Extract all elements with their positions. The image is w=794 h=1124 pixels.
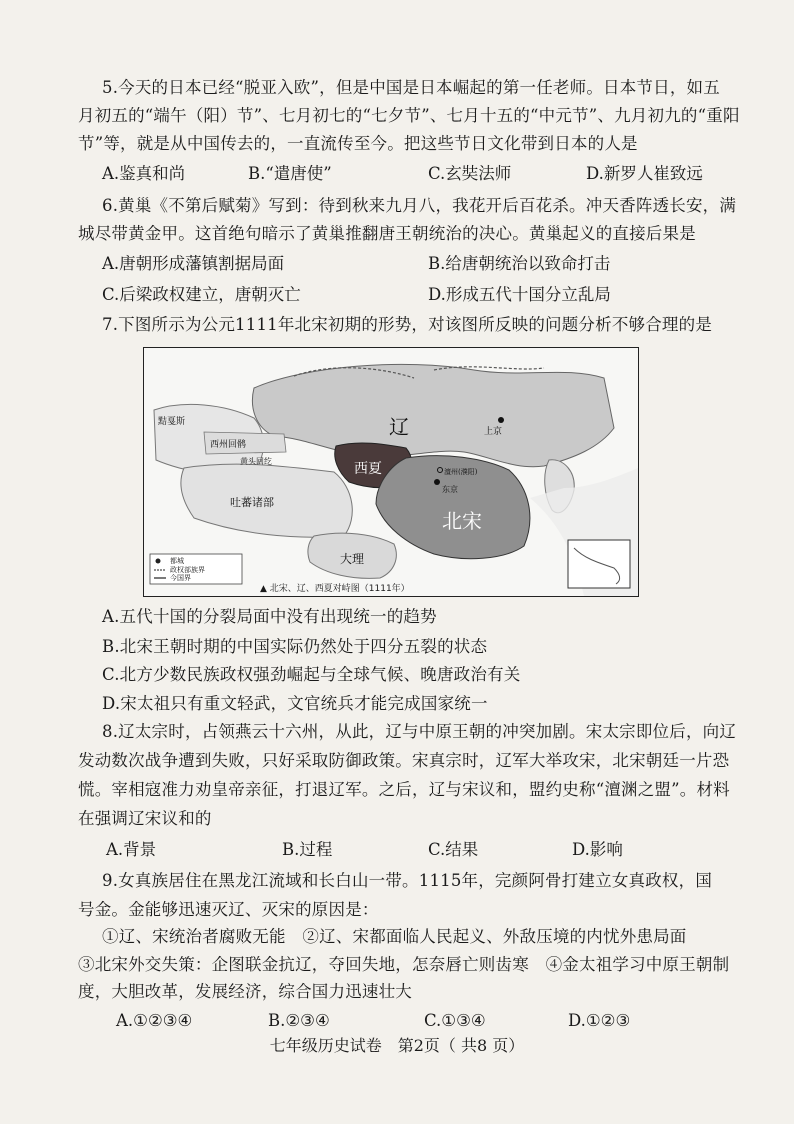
- q5-option-d: D.新罗人崔致远: [586, 164, 703, 183]
- shangjing-marker: [498, 417, 504, 423]
- q6-line-1: 6.黄巢《不第后赋菊》写到：待到秋来九月八，我花开后百花杀。冲天香阵透长安，满: [102, 196, 737, 215]
- q8-line-1: 8.辽太宗时，占领燕云十六州，从此，辽与中原王朝的冲突加剧。宋太宗即位后，向辽: [102, 722, 737, 741]
- q8-option-d: D.影响: [572, 840, 623, 859]
- q8-option-b: B.过程: [282, 840, 333, 859]
- q9-option-b: B.②③④: [268, 1011, 330, 1030]
- q7-stem: 7.下图所示为公元1111年北宋初期的形势，对该图所反映的问题分析不够合理的是: [102, 315, 713, 334]
- q5-option-c: C.玄奘法师: [428, 164, 512, 183]
- q8-line-3: 慌。宰相寇准力劝皇帝亲征，打退辽军。之后，辽与宋议和，盟约史称“澶渊之盟”。材料: [78, 780, 730, 799]
- q9-line-1: 9.女真族居住在黑龙江流域和长白山一带。1115年，完颜阿骨打建立女真政权，国: [102, 871, 713, 890]
- q8-option-a: A.背景: [106, 840, 157, 859]
- chanzhou-label: 澶州(濮阳): [444, 468, 478, 476]
- q9-option-a: A.①②③④: [116, 1011, 193, 1030]
- song-liao-xixia-map: [143, 347, 639, 597]
- q8-option-c: C.结果: [428, 840, 479, 859]
- q5-line-1: 5.今天的日本已经“脱亚入欧”，但是中国是日本崛起的第一任老师。日本节日，如五: [102, 78, 720, 97]
- q7-option-b: B.北宋王朝时期的中国实际仍然处于四分五裂的状态: [102, 637, 488, 656]
- q7-option-a: A.五代十国的分裂局面中没有出现统一的趋势: [102, 607, 437, 626]
- tubo-label: 吐蕃诸部: [230, 496, 274, 509]
- q9-item-3-4: ③北宋外交失策：企图联金抗辽，夺回失地，怎奈唇亡则齿寒 ④金太祖学习中原王朝制: [78, 955, 730, 974]
- dongjing-label: 东京: [442, 485, 458, 494]
- q9-option-d: D.①②③: [568, 1011, 631, 1030]
- q6-option-c: C.后梁政权建立，唐朝灭亡: [102, 285, 301, 304]
- xixia-label: 西夏: [354, 461, 382, 477]
- page-footer: 七年级历史试卷 第2页（ 共8 页）: [269, 1036, 525, 1055]
- map-graphic: [144, 348, 638, 596]
- q6-line-2: 城尽带黄金甲。这首绝句暗示了黄巢推翻唐王朝统治的决心。黄巢起义的直接后果是: [78, 224, 696, 243]
- q9-item-4-cont: 度，大胆改革，发展经济，综合国力迅速壮大: [78, 982, 412, 1001]
- q6-option-a: A.唐朝形成藩镇割据局面: [102, 254, 285, 273]
- q6-option-b: B.给唐朝统治以致命打击: [428, 254, 611, 273]
- q7-option-d: D.宋太祖只有重文轻武，文官统兵才能完成国家统一: [102, 694, 488, 713]
- q5-option-b: B.“遣唐使”: [248, 164, 332, 183]
- q8-line-4: 在强调辽宋议和的: [78, 809, 212, 828]
- q5-line-2: 月初五的“端午（阳）节”、七月初七的“七夕节”、七月十五的“中元节”、九月初九的“重阳: [78, 106, 740, 125]
- beisong-label: 北宋: [442, 509, 482, 533]
- liao-label: 辽: [389, 415, 409, 439]
- dongjing-marker: [434, 479, 440, 485]
- huangtou-label: 黄头回纥: [240, 457, 272, 466]
- dali-label: 大理: [340, 552, 365, 566]
- xizhou-label: 西州回鹘: [210, 440, 247, 450]
- q7-option-c: C.北方少数民族政权强劲崛起与全球气候、晚唐政治有关: [102, 665, 521, 684]
- q6-option-d: D.形成五代十国分立乱局: [428, 285, 611, 304]
- legend-border: 政权部族界: [170, 566, 205, 574]
- q5-line-3: 节”等，就是从中国传去的，一直流传至今。把这些节日文化带到日本的人是: [78, 134, 638, 153]
- q9-option-c: C.①③④: [424, 1011, 486, 1030]
- q5-option-a: A.鉴真和尚: [102, 164, 186, 183]
- map-caption: ▲ 北宋、辽、西夏对峙图（1111年）: [260, 584, 410, 594]
- legend-national: 今国界: [170, 574, 191, 582]
- q8-line-2: 发动数次战争遭到失败，只好采取防御政策。宋真宗时，辽军大举攻宋，北宋朝廷一片恐: [78, 751, 730, 770]
- hala-label: 黠戛斯: [158, 417, 186, 427]
- q9-line-2: 号金。金能够迅速灭辽、灭宋的原因是：: [78, 900, 379, 919]
- shangjing-label: 上京: [484, 427, 503, 437]
- q9-item-1-2: ①辽、宋统治者腐败无能 ②辽、宋都面临人民起义、外敌压境的内忧外患局面: [102, 927, 687, 946]
- legend-capital: 都城: [170, 557, 184, 565]
